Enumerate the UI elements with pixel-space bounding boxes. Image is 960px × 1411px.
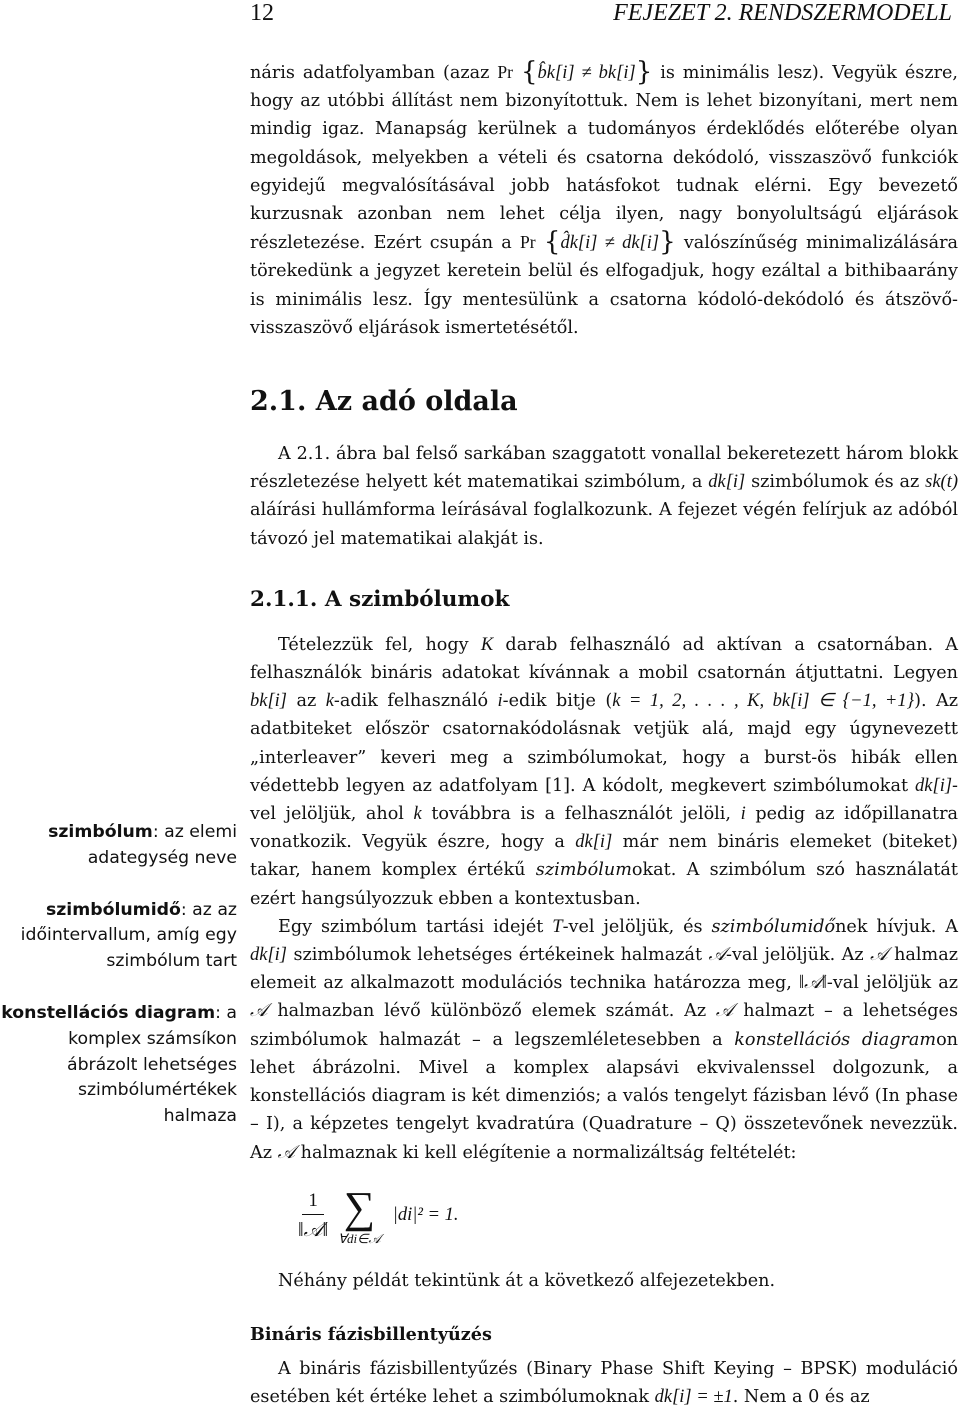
margin-note: szimbólum: az elemi adategység neve [48,822,237,868]
page-number: 12 [250,0,274,26]
subsection-paragraph-1: Tételezzük fel, hogy K darab felhasználó ad aktívan a csatornában. A felhasználók bináris adatokat kívánnak a mobil csatornán átjuttatni. Legyen bk[i] az k-adik felhasználó i-edik bitje (k = 1, 2, . . . , K, bk[i] ∈ {−1, +1}). Az adatbiteket először csatornakódolásnak vetjük alá, majd egy úgynevezett „interleaver” keveri meg a szimbólumokat, hogy a burst-ös hibák ellen védettebb legyen az adatfolyam [1]. A kódolt, megkevert szimbólumokat dk[i]-vel jelöljük, ahol k továbbra is a felhasználót jelöli, i pedig az időpillanatra vonatkozik. Vegyük észre, hogy a dk[i] már nem bináris elemeket (biteket) takar, hanem komplex értékű szimbólumokat. A szimbólum szó használatát ezért hangsúlyozzuk ebben a kontextusban. [250,634,959,909]
formula-body: |di|² = 1. [392,1205,459,1226]
main-text [250,58,958,1411]
normalization-formula [298,1173,958,1259]
summation: ∑ ∀di∈𝒜 [338,1182,381,1246]
subsection-title: 2.1.1. A szimbólumok [250,586,510,612]
examples-paragraph: Néhány példát tekintünk át a következő alfejezetekben. [278,1270,776,1291]
margin-notes [0,820,237,1156]
section-paragraph: A 2.1. ábra bal felső sarkában szaggatott vonallal bekeretezett három blokk részletezése helyett két matematikai szimbólum, a dk[i] szimbólumok és az sk(t) aláírási hullámforma leírásával foglalkozunk. A fejezet végén felírjuk az adóból távozó jel matematikai alakját is. [250,444,959,549]
intro-paragraph: náris adatfolyamban (azaz Pr {b̂k[i] ≠ bk[i]} is minimális lesz). Vegyük észre, hogy az utóbbi állítást nem bizonyítottuk. Nem is lehet bizonyítani, mert nem mindig igaz. Manapság kerülnek a tudományos érdeklődés előterébe olyan megoldások, melyekben a vételi és csatorna dekódoló, visszaszövő funkciók egyidejű megvalósításával jobb hatásfokot tudnak elérni. Egy bevezető kurzusnak azonban nem lehet célja ilyen, nagy bonyolultságú eljárások részletezése. Ezért csupán a Pr {d̂k[i] ≠ dk[i]} valószínűség minimalizálására törekedünk a jegyzet keretein belül és elfogadjuk, hogy ezáltal a bithibaarány is minimális lesz. Így mentesülünk a csatorna kódoló-dekódoló és átszövő-visszaszövő eljárások ismertetésétől. [250,57,959,338]
subsubsection-title: Bináris fázisbillentyűzés [250,1323,492,1345]
bpsk-paragraph: A bináris fázisbillentyűzés (Binary Phase Shift Keying – BPSK) moduláció esetében két értéke lehet a szimbólumoknak dk[i] = ±1. Nem a 0 és az [250,1358,958,1408]
subsection-paragraph-2: Egy szimbólum tartási idejét T-vel jelöljük, és szimbólumidőnek hívjuk. A dk[i] szimbólumok lehetséges értékeinek halmazát 𝒜-val jelöljük. Az 𝒜 halmaz elemeit az alkalmazott modulációs technika határozza meg, ‖𝒜‖-val jelöljük az 𝒜 halmazban lévő különböző elemek számát. Az 𝒜 halmazt – a lehetséges szimbólumok halmazát – a legszemléletesebben a konstellációs diagramon lehet ábrázolni. Mivel a komplex alapsávi ekvivalenssel dolgozunk, a konstellációs diagram is két dimenziós; a valós tengelyt fázisban lévő (In phase – I), a képzetes tengelyt kvadratúra (Quadrature – Q) összetevőnek nevezzük. Az 𝒜 halmaznak ki kell elégítenie a normalizáltság feltételét: [250,916,958,1163]
fraction: $\frac{1}{\text{‖𝒜‖}}$ [298,1189,329,1241]
margin-note: konstellációs diagram: a komplex számsíkon ábrázolt lehetséges szimbólumértékek halmaza [1,1002,237,1127]
section-title: 2.1. Az adó oldala [250,386,518,418]
margin-note: szimbólumidő: az az időintervallum, amíg egy szimbólum tart [20,899,237,972]
running-title: FEJEZET 2. RENDSZERMODELL [613,0,952,26]
page-header [250,0,952,30]
